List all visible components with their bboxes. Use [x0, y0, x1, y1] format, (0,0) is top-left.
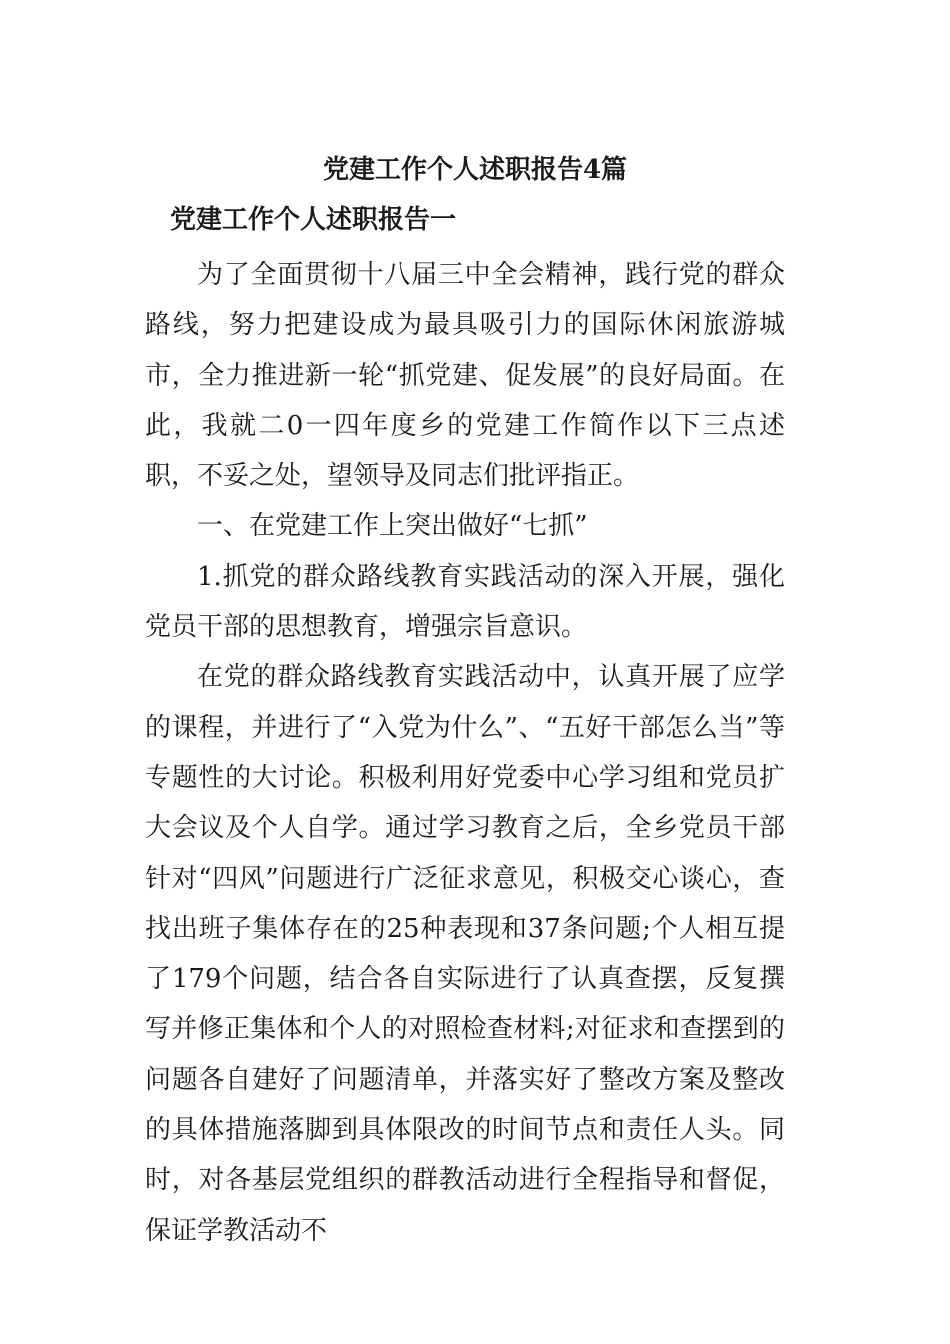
document-body: [145, 250, 785, 1256]
document-title: 党建工作个人述职报告4篇: [322, 155, 628, 185]
paragraph: 为了全面贯彻十八届三中全会精神，践行党的群众路线，努力把建设成为最具吸引力的国际休闲旅游城市，全力推进新一轮“抓党建、促发展”的良好局面。在此，我就二0一四年度乡的党建工作简作以下三点述职，不妥之处，望领导及同志们批评指正。: [145, 260, 785, 492]
paragraph: 在党的群众路线教育实践活动中，认真开展了应学的课程，并进行了“入党为什么”、“五好干部怎么当”等专题性的大讨论。积极利用好党委中心学习组和党员扩大会议及个人自学。通过学习教育之后，全乡党员干部针对“四风”问题进行广泛征求意见，积极交心谈心，查找出班子集体存在的25种表现和37条问题;个人相互提了179个问题，结合各自实际进行了认真查摆，反复撰写并修正集体和个人的对照检查材料;对征求和查摆到的问题各自建好了问题清单，并落实好了整改方案及整改的具体措施落脚到具体限改的时间节点和责任人头。同时，对各基层党组织的群教活动进行全程指导和督促，保证学教活动不: [145, 662, 785, 1246]
paragraph: 1.抓党的群众路线教育实践活动的深入开展，强化党员干部的思想教育，增强宗旨意识。: [145, 561, 785, 643]
section-heading: 党建工作个人述职报告一: [170, 205, 457, 235]
paragraph: 一、在党建工作上突出做好“七抓”: [197, 511, 588, 542]
